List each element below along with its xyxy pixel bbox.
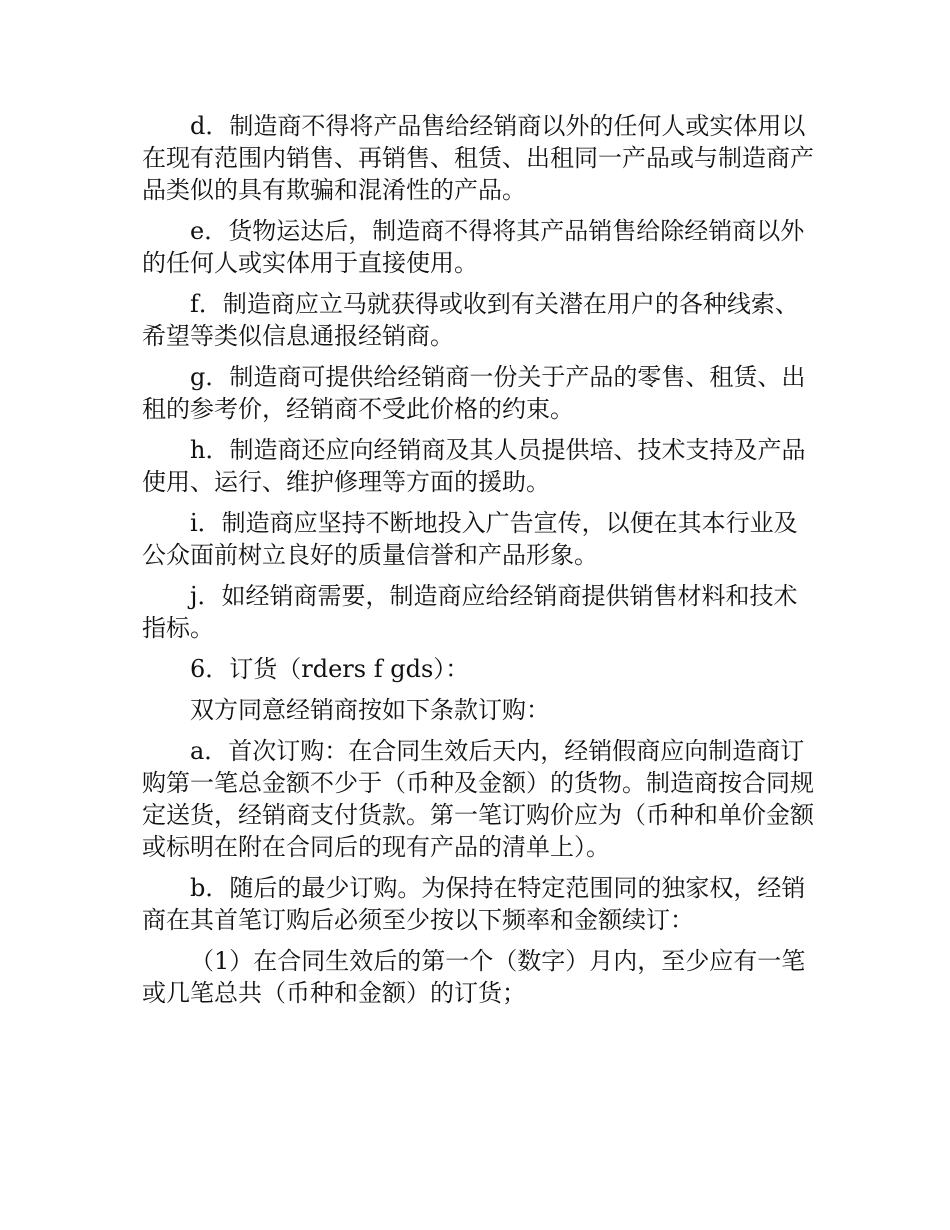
clause-i-paragraph: i．制造商应坚持不断地投入广告宣传，以便在其本行业及公众面前树立良好的质量信誉和产品形象。 <box>142 509 798 569</box>
subclause-1-paragraph: （1）在合同生效后的第一个（数字）月内，至少应有一笔或几笔总共（币种和金额）的订货； <box>142 947 806 1007</box>
section-6-heading: 6．订货（rders f gds）： <box>190 655 470 683</box>
clause-f-paragraph: f．制造商应立马就获得或收到有关潜在用户的各种线索、希望等类似信息通报经销商。 <box>142 290 799 350</box>
clause-h-paragraph: h．制造商还应向经销商及其人员提供培、技术支持及产品使用、运行、维护修理等方面的援助。 <box>142 436 806 496</box>
ordering-intro-paragraph: 双方同意经销商按如下条款订购： <box>190 696 550 724</box>
clause-e-paragraph: e．货物运达后，制造商不得将其产品销售给除经销商以外的任何人或实体用于直接使用。 <box>142 217 805 277</box>
clause-a-first-order-paragraph: a．首次订购：在合同生效后天内，经销假商应向制造商订购第一笔总金额不少于（币种及金额）的货物。制造商按合同规定送货，经销商支付货款。第一笔订购价应为（币种和单价金额或标明在附在合同后的现有产品的清单上）。 <box>142 737 814 861</box>
document-body <box>142 110 814 1018</box>
clause-d-paragraph: d．制造商不得将产品售给经销商以外的任何人或实体用以在现有范围内销售、再销售、租赁、出租同一产品或与制造商产品类似的具有欺骗和混淆性的产品。 <box>142 112 814 204</box>
clause-j-paragraph: j．如经销商需要，制造商应给经销商提供销售材料和技术指标。 <box>142 582 798 642</box>
clause-b-minimum-order-paragraph: b．随后的最少订购。为保持在特定范围同的独家权，经销商在其首笔订购后必须至少按以下频率和金额续订： <box>142 874 806 934</box>
clause-g-paragraph: g．制造商可提供给经销商一份关于产品的零售、租赁、出租的参考价，经销商不受此价格的约束。 <box>142 363 806 423</box>
